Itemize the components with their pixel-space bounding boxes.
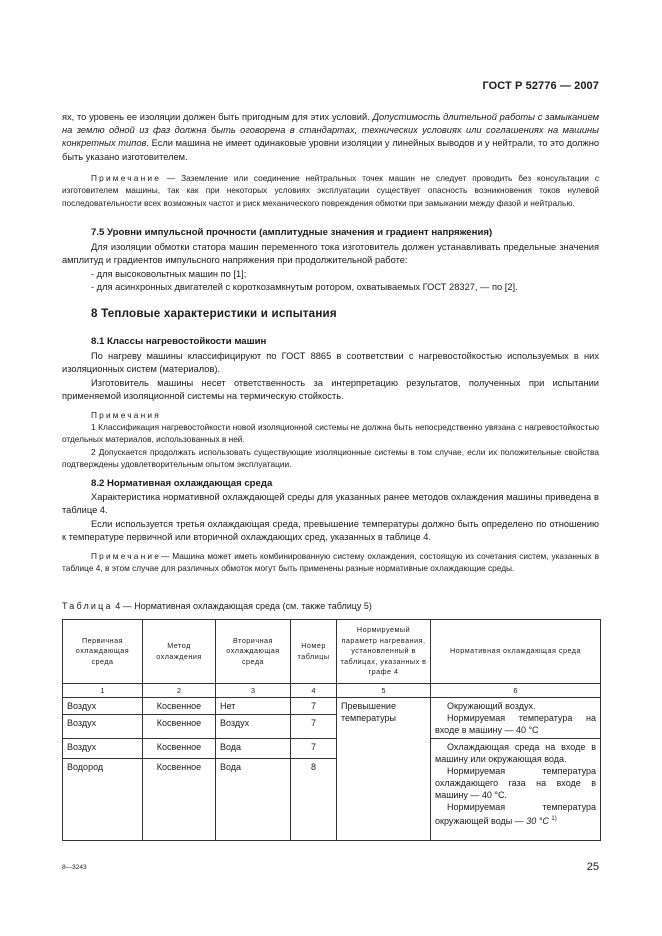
table-header-cell: Нормируемый параметр нагревания, установленный в таблицах, указанных в графе 4 bbox=[337, 620, 431, 684]
reference-water-text: Нормируемая температура окружающей воды — bbox=[435, 802, 596, 826]
table-header-cell: Вторичная охлаждающая среда bbox=[216, 620, 291, 684]
reference-medium-line bbox=[435, 801, 596, 827]
section-8-2-title: 8.2 Нормативная охлаждающая среда bbox=[91, 478, 273, 489]
table-4 bbox=[62, 619, 601, 841]
column-number: 5 bbox=[337, 684, 431, 698]
cell-cooling-method: Косвенное bbox=[143, 739, 216, 759]
note-label: Примечание bbox=[91, 173, 162, 183]
table-header-cell: Первичная охлаждающая среда bbox=[63, 620, 143, 684]
section-8-1-paragraph-1: По нагреву машины классифицируют по ГОСТ 8865 в соответствии с нагревостойкостью используемых в них изоляционных систем (материалов). bbox=[62, 351, 599, 375]
section-8-1-notes-label: Примечания bbox=[91, 410, 161, 420]
column-number: 4 bbox=[291, 684, 337, 698]
list-item-async-motors: - для асинхронных двигателей с короткозамкнутым ротором, охватываемых ГОСТ 28327, — по [2]. bbox=[91, 282, 518, 292]
footnote-marker: 1) bbox=[551, 816, 557, 822]
table-header-cell: Номер таблицы bbox=[291, 620, 337, 684]
table-header-row bbox=[63, 620, 601, 684]
column-number: 2 bbox=[143, 684, 216, 698]
cell-reference-medium-air bbox=[431, 698, 601, 739]
note-text: — Машина может иметь комбинированную систему охлаждения, состоящую из сочетания систем, указанных в таблице 4, в этом случае для различных обмоток могут быть применены разные нормативные охлаждающие среды. bbox=[62, 551, 599, 574]
reference-medium-line: Нормируемая температура на входе в машину — 40 °С bbox=[435, 713, 596, 735]
note-text: — Заземление или соединение нейтральных точек машин не следует проводить без консультации с изготовителем машины, так как при некоторых условиях эксплуатации существует опасность возникновения токов нулевой последовательности всех возможных частот и риск механического повреждения обмотки при замыкании между фазой и нейтралью. bbox=[62, 173, 599, 208]
intro-paragraph bbox=[62, 111, 599, 164]
reference-medium-line: Окружающий воздух. bbox=[447, 701, 536, 711]
table-header-cell: Нормативная охлаждающая среда bbox=[431, 620, 601, 684]
section-8-1-title: 8.1 Классы нагревостойкости машин bbox=[91, 336, 267, 347]
cell-heating-parameter: Превышение температуры bbox=[337, 698, 431, 841]
intro-text-emphasis: Допустимость длительной работы с замыканием на землю одной из фаз должна быть оговорена в стандартах, технических условиях или соглашениях на машины конкретных типов bbox=[62, 112, 600, 149]
document-header: ГОСТ Р 52776 — 2007 bbox=[482, 80, 599, 92]
cell-primary-medium: Воздух bbox=[63, 739, 143, 759]
section-7-5-title: 7.5 Уровни импульсной прочности (амплитудные значения и градиент напряжения) bbox=[91, 227, 493, 238]
column-number: 6 bbox=[431, 684, 601, 698]
cell-secondary-medium: Вода bbox=[216, 759, 291, 841]
cell-table-number: 8 bbox=[291, 759, 337, 841]
page-number: 25 bbox=[586, 861, 599, 873]
cell-primary-medium: Воздух bbox=[63, 698, 143, 715]
column-number: 3 bbox=[216, 684, 291, 698]
reference-medium-line: Охлаждающая среда на входе в машину или окружающая вода. bbox=[435, 742, 596, 764]
section-8-2-paragraph-1: Характеристика нормативной охлаждающей среды для указанных ранее методов охлаждения машины приведена в таблице 4. bbox=[62, 492, 599, 516]
cell-cooling-method: Косвенное bbox=[143, 698, 216, 715]
table-4-caption bbox=[62, 601, 372, 611]
cell-table-number: 7 bbox=[291, 715, 337, 739]
table-column-numbers-row bbox=[63, 684, 601, 698]
cell-secondary-medium: Нет bbox=[216, 698, 291, 715]
section-8-1-paragraph-2: Изготовитель машины несет ответственность за интерпретацию результатов, полученных при испытании применяемой изоляционной системы на термическую стойкость. bbox=[62, 378, 599, 402]
cell-secondary-medium: Воздух bbox=[216, 715, 291, 739]
section-7-5-paragraph: Для изоляции обмотки статора машин переменного тока изготовитель должен устанавливать предельные значения амплитуд и градиентов импульсного напряжения при продолжительной работе: bbox=[62, 242, 599, 266]
cell-primary-medium: Водород bbox=[63, 759, 143, 841]
cell-reference-medium-water bbox=[431, 739, 601, 841]
table-row bbox=[63, 698, 601, 715]
section-8-title: 8 Тепловые характеристики и испытания bbox=[91, 307, 337, 320]
note-label: Примечание bbox=[91, 551, 162, 561]
section-8-2-note bbox=[62, 550, 599, 575]
table-caption-label: Таблица bbox=[62, 601, 113, 611]
cell-primary-medium: Воздух bbox=[63, 715, 143, 739]
intro-text-a: ях, то уровень ее изоляции должен быть пригодным для этих условий. bbox=[62, 112, 373, 122]
section-8-2-paragraph-2: Если используется третья охлаждающая среда, превышение температуры должно быть определено по отношению к температуре первичной или вторичной охлаждающих сред, указанных в таблице 4. bbox=[62, 519, 599, 543]
table-header-cell: Метод охлаждения bbox=[143, 620, 216, 684]
table-row bbox=[63, 739, 601, 759]
section-8-1-note-1: 1 Классификация нагревостойкости новой изоляционной системы не должна быть непосредственно увязана с нагревостойкостью отдельных материалов, использованных в ней. bbox=[62, 422, 599, 445]
cell-secondary-medium: Вода bbox=[216, 739, 291, 759]
cell-table-number: 7 bbox=[291, 739, 337, 759]
column-number: 1 bbox=[63, 684, 143, 698]
reference-water-temp: 30 °С bbox=[526, 816, 549, 826]
note-neutral-grounding bbox=[62, 172, 599, 209]
cell-cooling-method: Косвенное bbox=[143, 715, 216, 739]
cell-cooling-method: Косвенное bbox=[143, 759, 216, 841]
table-caption-text: 4 — Нормативная охлаждающая среда (см. также таблицу 5) bbox=[112, 601, 372, 611]
intro-text-b: . Если машина не имеет одинаковые уровни изоляции у линейных выводов и у нейтрали, то это должно быть указано изготовителем. bbox=[62, 138, 600, 162]
print-code: 8—3243 bbox=[62, 864, 87, 871]
cell-table-number: 7 bbox=[291, 698, 337, 715]
reference-medium-line: Нормируемая температура охлаждающего газа на входе в машину — 40 °С. bbox=[435, 766, 596, 800]
section-8-1-note-2: 2 Допускается продолжать использовать существующие изоляционные системы в том случае, если их положительные свойства подтверждены удовлетворительным опытом эксплуатации. bbox=[62, 447, 599, 470]
list-item-high-voltage: - для высоковольтных машин по [1]; bbox=[91, 269, 247, 279]
